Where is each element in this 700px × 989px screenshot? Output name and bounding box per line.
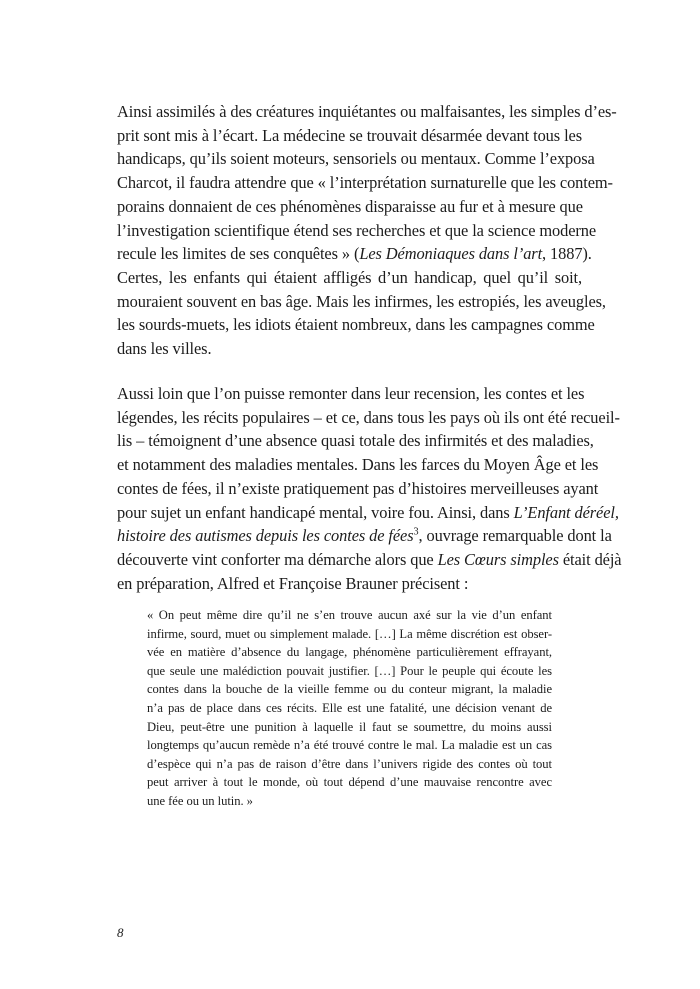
- paragraph-1-line: mouraient souvent en bas âge. Mais les infirmes, les estropiés, les aveugles,: [117, 291, 606, 311]
- page-number: 8: [117, 925, 124, 940]
- quote-line: contes dans la bouche de la vieille femme ou du conteur migrant, la maladie: [147, 682, 552, 697]
- quote-line: une fée ou un lutin. »: [147, 793, 253, 808]
- paragraph-2-line: en préparation, Alfred et Françoise Brauner précisent :: [117, 573, 469, 593]
- quote-line: que seule une malédiction pouvait justifier. […] Pour le peuple qui écoute les: [147, 663, 552, 678]
- paragraph-1: [117, 100, 617, 361]
- book-title-demoniaques: Les Démoniaques dans l’art: [359, 244, 543, 264]
- book-subtitle: histoire des autismes depuis les contes de fées: [117, 526, 414, 546]
- book-title-enfant-dereel: L’Enfant déréel,: [513, 502, 619, 522]
- line-text: était déjà: [558, 549, 622, 569]
- paragraph-1-line: prit sont mis à l’écart. La médecine se trouvait désarmée devant tous les: [117, 125, 582, 145]
- paragraph-1-line: les sourds-muets, les idiots étaient nombreux, dans les campagnes comme: [117, 315, 595, 335]
- quote-line: « On peut même dire qu’il ne s’en trouve aucun axé sur la vie d’un enfant: [147, 608, 552, 622]
- paragraph-2: [117, 382, 622, 595]
- book-title-coeurs-simples: Les Cœurs simples: [437, 549, 559, 569]
- quote-line: vée en matière d’absence du langage, phénomène particulièrement effrayant,: [147, 645, 552, 660]
- citation-text: recule les limites de ses conquêtes » (: [117, 244, 360, 264]
- quote-line: Dieu, peut-être une punition à laquelle il faut se soumettre, du moins aussi: [147, 719, 552, 734]
- paragraph-2-line: lis – témoignent d’une absence quasi totale des infirmités et des maladies,: [117, 431, 594, 451]
- paragraph-1-line: Certes, les enfants qui étaient affligés d’un handicap, quel qu’il soit,: [117, 267, 582, 287]
- paragraph-1-line: handicaps, qu’ils soient moteurs, sensoriels ou mentaux. Comme l’exposa: [117, 149, 595, 169]
- citation-year: , 1887).: [542, 244, 592, 264]
- quote-line: d’espèce qui n’a pas de raison d’être dans l’univers rigide des contes où tout: [147, 756, 552, 771]
- paragraph-1-line-with-title: [117, 242, 592, 266]
- paragraph-2-line: Aussi loin que l’on puisse remonter dans leur recension, les contes et les: [117, 384, 585, 403]
- quote-line: peut arriver à tout le monde, où tout dépend d’une mauvaise rencontre avec: [147, 775, 552, 790]
- paragraph-2-line: [117, 501, 619, 525]
- footnote-reference[interactable]: 3: [413, 526, 419, 538]
- paragraph-1-line: Charcot, il faudra attendre que « l’interprétation surnaturelle que les contem-: [117, 173, 613, 193]
- quote-line: longtemps qu’aucun remède n’a été trouvé contre le mal. La maladie est un cas: [147, 738, 552, 753]
- line-text: pour sujet un enfant handicapé mental, voire fou. Ainsi, dans: [117, 502, 514, 522]
- paragraph-2-line: [117, 548, 622, 572]
- quote-line: n’a pas de place dans ces récits. Elle est une fatalité, une décision venant de: [147, 700, 552, 715]
- paragraph-2-line: légendes, les récits populaires – et ce, dans tous les pays où ils ont été recueil-: [117, 407, 620, 427]
- paragraph-1-line: dans les villes.: [117, 339, 212, 359]
- quote-line: infirme, sourd, muet ou simplement malade. […] La même discrétion est obser-: [147, 626, 552, 641]
- paragraph-1-line: l’investigation scientifique étend ses recherches et que la science moderne: [117, 220, 597, 240]
- line-text: découverte vint conforter ma démarche alors que: [117, 549, 438, 569]
- paragraph-2-line: et notamment des maladies mentales. Dans les farces du Moyen Âge et les: [117, 455, 599, 475]
- block-quote: [147, 606, 552, 811]
- paragraph-1-line: porains donnaient de ces phénomènes disparaisse au fur et à mesure que: [117, 196, 583, 216]
- paragraph-1-line: Ainsi assimilés à des créatures inquiétantes ou malfaisantes, les simples d’es-: [117, 102, 617, 121]
- paragraph-2-line: [117, 524, 612, 548]
- line-text: , ouvrage remarquable dont la: [418, 526, 612, 546]
- paragraph-2-line: contes de fées, il n’existe pratiquement pas d’histoires merveilleuses ayant: [117, 478, 599, 498]
